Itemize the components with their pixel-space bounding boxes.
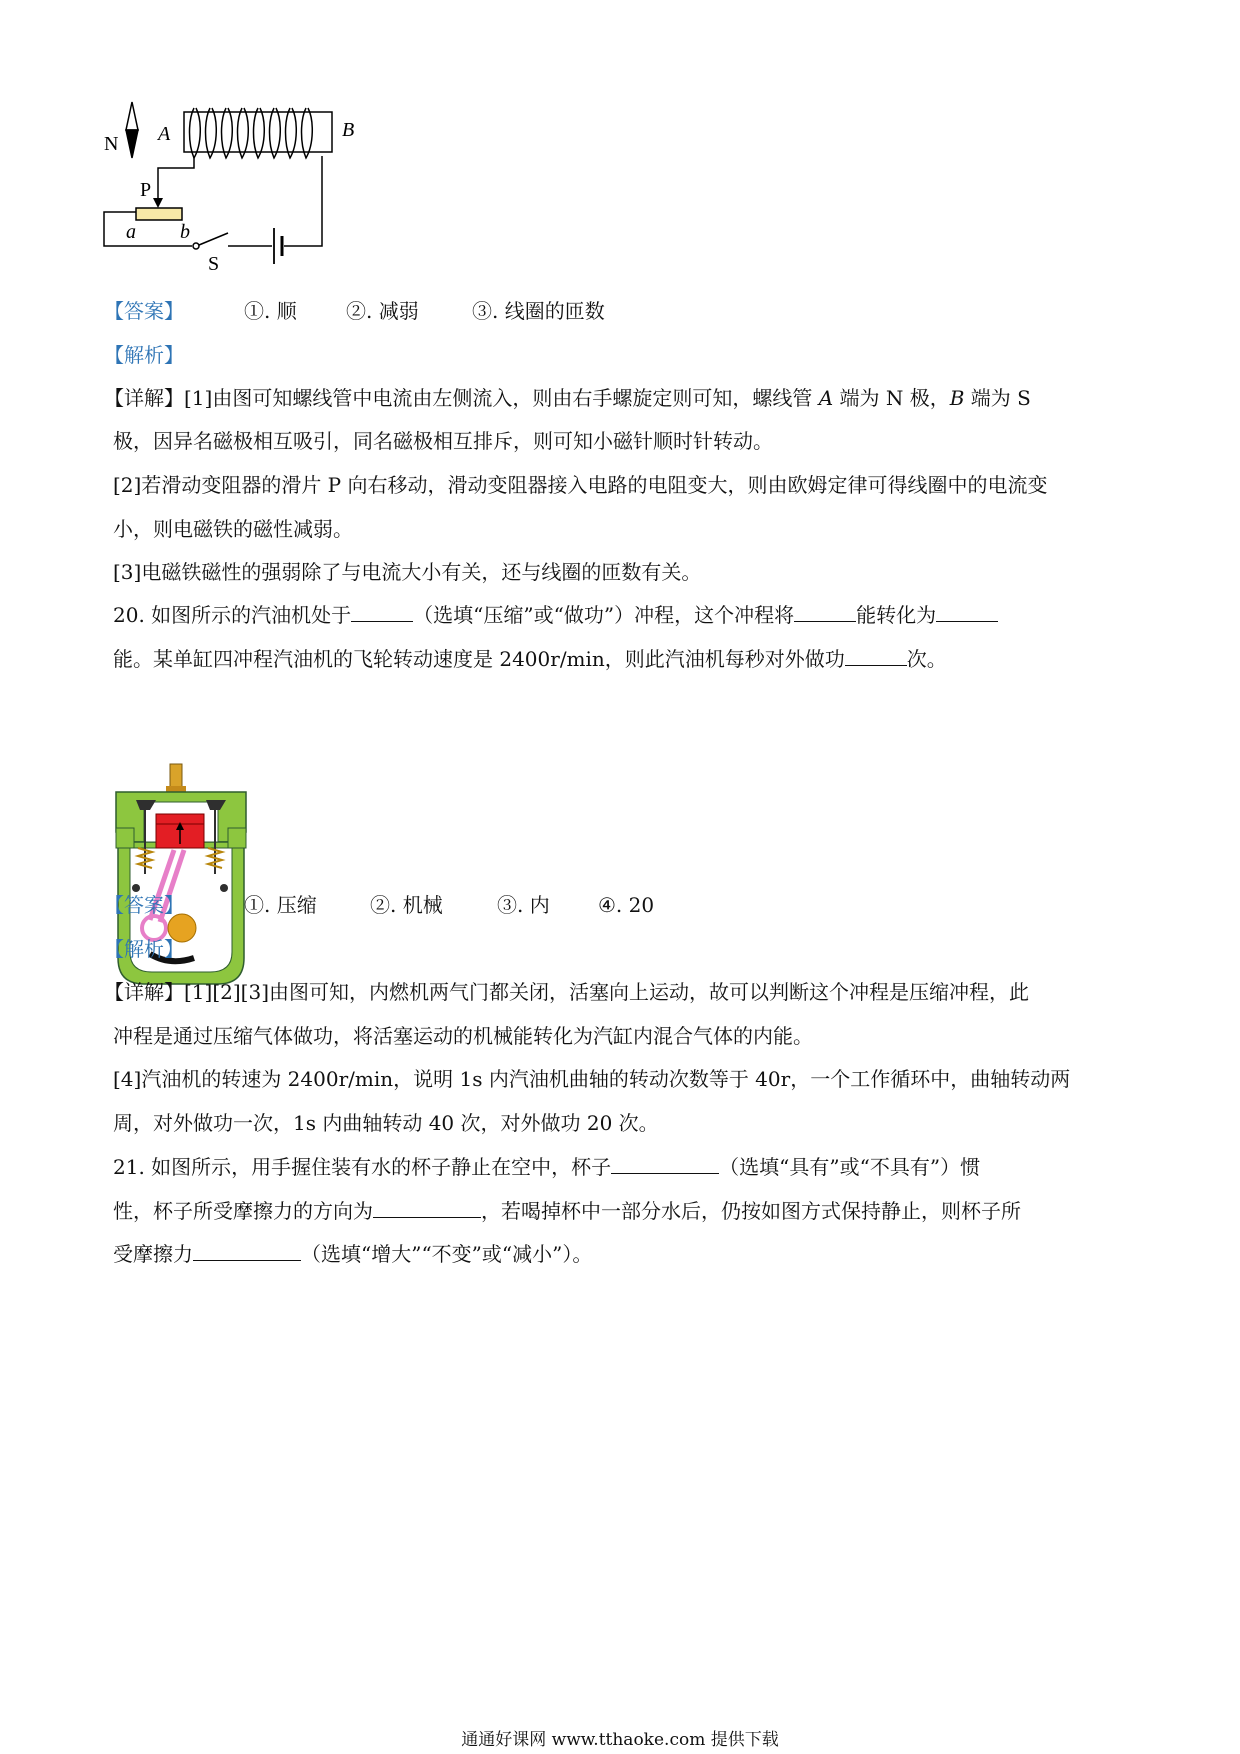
answer-item-1: ①. 压缩 [244,893,317,917]
q19-detail-line-4: 小，则电磁铁的磁性减弱。 [113,517,353,541]
answer-blank [351,601,413,622]
q20-analysis-tag: 【解析】 [104,937,184,961]
answer-item-4: ④. 20 [598,893,655,917]
answer-blank [845,645,907,666]
slider-p-label: P [140,179,152,201]
solenoid-end-a-label: A [158,123,171,145]
q20-detail-line-1: 【详解】[1][2][3]由图可知，内燃机两气门都关闭，活塞向上运动，故可以判断这个冲程是压缩冲程，此 [104,980,1029,1004]
rheostat-end-a-label: a [126,221,136,243]
q20-detail-line-3: [4]汽油机的转速为 2400r/min，说明 1s 内汽油机曲轴的转动次数等于 40r，一个工作循环中，曲轴转动两 [113,1067,1071,1091]
answer-tag: 【答案】 [104,893,184,917]
detail-tag: 【详解】 [104,386,184,410]
q20-detail-line-4: 周，对外做功一次，1s 内曲轴转动 40 次，对外做功 20 次。 [113,1111,659,1135]
answer-item-3: ③. 线圈的匝数 [472,299,605,323]
q21-question-line-3: 受摩擦力 （选填“增大”“不变”或“减小”）。 [113,1242,593,1266]
q20-question-line-1: 20. 如图所示的汽油机处于 （选填“压缩”或“做功”）冲程，这个冲程将 能转化为 [113,600,1133,630]
q21-question-line-2: 性，杯子所受摩擦力的方向为 ，若喝掉杯中一部分水后，仍按如图方式保持静止，则杯子所 [113,1199,1021,1223]
answer-tag: 【答案】 [104,299,184,323]
answer-blank [373,1197,481,1218]
switch-label-s: S [208,253,220,275]
wire-battery-to-coil-right [284,156,322,246]
q20-detail-line-2: 冲程是通过压缩气体做功，将活塞运动的机械能转化为汽缸内混合气体的内能。 [113,1024,813,1048]
detail-tag: 【详解】 [104,980,184,1004]
compass-needle-north [126,102,138,130]
solenoid-end-b-label: B [342,119,355,141]
rheostat-end-b-label: b [180,221,190,243]
answer-blank [611,1153,719,1174]
q19-detail-line-2: 极，因异名磁极相互吸引，同名磁极相互排斥，则可知小磁针顺时针转动。 [113,429,773,453]
q19-analysis-tag: 【解析】 [104,343,184,367]
q19-detail-line-1: 【详解】[1]由图可知螺线管中电流由左侧流入，则由右手螺旋定则可知，螺线管 A 端为 N 极，B 端为 S [104,386,1031,410]
solenoid-circuit-diagram [104,100,410,310]
q20-question-line-2: 能。某单缸四冲程汽油机的飞轮转动速度是 2400r/min，则此汽油机每秒对外做功 次。 [113,647,947,671]
answer-item-2: ②. 机械 [370,893,443,917]
answer-item-2: ②. 减弱 [346,299,419,323]
slider-p-arrow [153,198,163,208]
page-footer: 通通好课网 www.tthaoke.com 提供下载 [461,1730,779,1750]
switch-pivot [193,243,199,249]
answer-item-3: ③. 内 [497,893,550,917]
switch-lever [199,233,228,245]
rheostat-body [136,208,182,220]
wire-left-coil-to-slider [158,156,194,203]
answer-item-1: ①. 顺 [244,299,297,323]
answer-blank [193,1240,301,1261]
q19-detail-line-3: [2]若滑动变阻器的滑片 P 向右移动，滑动变阻器接入电路的电阻变大，则由欧姆定律可得线圈中的电流变 [113,473,1048,497]
compass-needle-south [126,130,138,158]
answer-blank [794,601,856,622]
q21-question-line-1: 21. 如图所示，用手握住装有水的杯子静止在空中，杯子 （选填“具有”或“不具有”）惯 [113,1155,981,1179]
q19-detail-line-5: [3]电磁铁磁性的强弱除了与电流大小有关，还与线圈的匝数有关。 [113,560,702,584]
compass-label-n: N [104,133,119,155]
answer-blank [936,601,998,622]
